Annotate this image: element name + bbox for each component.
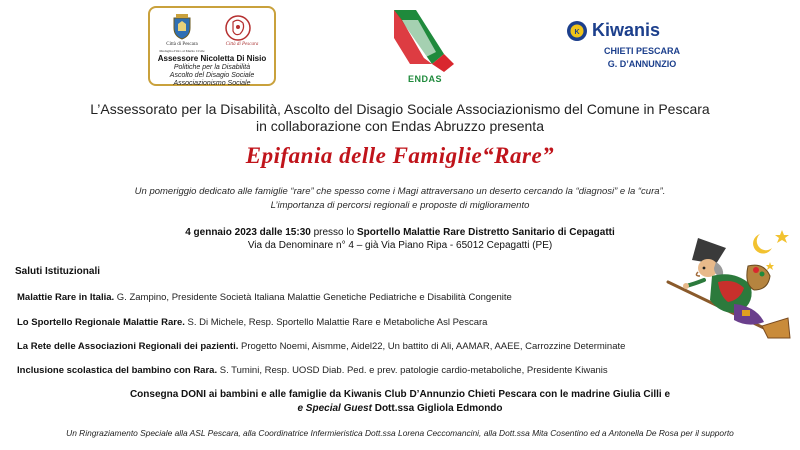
seal-caption: Città di Pescara xyxy=(225,42,259,47)
program-speakers: Progetto Noemi, Aismme, Aidel22, Un battito di Ali, AAMAR, AAEE, Carrozzine Determinate xyxy=(238,341,626,352)
endas-logo xyxy=(388,6,458,90)
kiwanis-emblem-icon xyxy=(566,20,588,42)
program-row xyxy=(17,341,625,352)
assessore-name: Assessore Nicoletta Di Nisio xyxy=(157,54,267,63)
program-row xyxy=(17,317,487,328)
special-guest-label: e Special Guest xyxy=(297,403,372,414)
befana-witch-illustration xyxy=(664,226,792,344)
event-date: 4 gennaio 2023 dalle 15:30 xyxy=(185,227,311,238)
saluti-heading: Saluti Istituzionali xyxy=(15,266,101,277)
intro-line-2: in collaborazione con Endas Abruzzo presenta xyxy=(256,118,544,134)
assessore-role-3: Associazionismo Sociale xyxy=(173,80,251,87)
program-row xyxy=(17,292,512,303)
doni-line-1: Consegna DONI ai bambini e alle famiglie da Kiwanis Club D’Annunzio Chieti Pescara con le madrine Giulia Cilli e xyxy=(129,389,671,400)
program-topic: La Rete delle Associazioni Regionali dei pazienti. xyxy=(17,341,239,352)
kiwanis-club-1: CHIETI PESCARA xyxy=(603,46,680,56)
event-place: Sportello Malattie Rare Distretto Sanitario di Cepagatti xyxy=(356,227,615,238)
program-speakers: S. Di Michele, Resp. Sportello Malattie Rare e Metaboliche Asl Pescara xyxy=(184,317,488,328)
svg-text:K: K xyxy=(574,29,580,36)
program-speakers: S. Tumini, Resp. UOSD Diab. Ped. e prev. patologie cardio-metaboliche, Presidente Kiwanis xyxy=(217,365,608,376)
program-topic: Lo Sportello Regionale Malattie Rare. xyxy=(17,317,185,328)
endas-logo-icon xyxy=(388,6,458,76)
subtitle-line-1: Un pomeriggio dedicato alle famiglie “rare” che spesso come i Magi attraversano un deserto cercando la “diagnosi” e la “cura”. xyxy=(134,186,666,197)
program-row xyxy=(17,365,608,376)
program-speakers: G. Zampino, Presidente Società Italiana Malattie Genetiche Pediatriche e Disabilità Congenite xyxy=(114,292,512,303)
program-topic: Inclusione scolastica del bambino con Rara. xyxy=(17,365,218,376)
endas-text: ENDAS xyxy=(408,74,443,84)
program-topic: Malattie Rare in Italia. xyxy=(17,292,115,303)
intro-line-1: L’Assessorato per la Disabilità, Ascolto del Disagio Sociale Associazionismo del Comune in Pescara xyxy=(90,101,710,117)
kiwanis-club-2: G. D’ANNUNZIO xyxy=(607,59,677,69)
city-seal-icon xyxy=(224,14,252,42)
city-crest-icon xyxy=(172,14,192,40)
assessore-logo xyxy=(148,6,276,86)
event-address: Via da Denominare n° 4 – già Via Piano Ripa - 65012 Cepagatti (PE) xyxy=(247,240,553,251)
kiwanis-logo xyxy=(566,16,696,76)
city-caption: Città di Pescara Medaglia d'Oro al Merito Civile xyxy=(159,42,205,53)
thanks-line: Un Ringraziamento Speciale alla ASL Pescara, alla Coordinatrice Infermieristica Dott.ssa Lorena Ceccomancini, alla Dott.ssa Mita Cosentino ed a Antonella De Rosa per il supporto xyxy=(66,428,734,438)
assessore-role-1: Politiche per la Disabilità xyxy=(173,64,251,71)
special-guest-name: Dott.ssa Gigliola Edmondo xyxy=(371,403,503,414)
kiwanis-name: Kiwanis xyxy=(592,20,661,40)
assessore-role-2: Ascolto del Disagio Sociale xyxy=(169,72,255,79)
event-presso: presso lo xyxy=(310,227,357,238)
doni-line-2 xyxy=(0,403,800,414)
subtitle-line-2: L’importanza di percorsi regionali e proposte di miglioramento xyxy=(270,200,530,211)
event-title: Epifania delle Famiglie“Rare” xyxy=(245,143,555,168)
